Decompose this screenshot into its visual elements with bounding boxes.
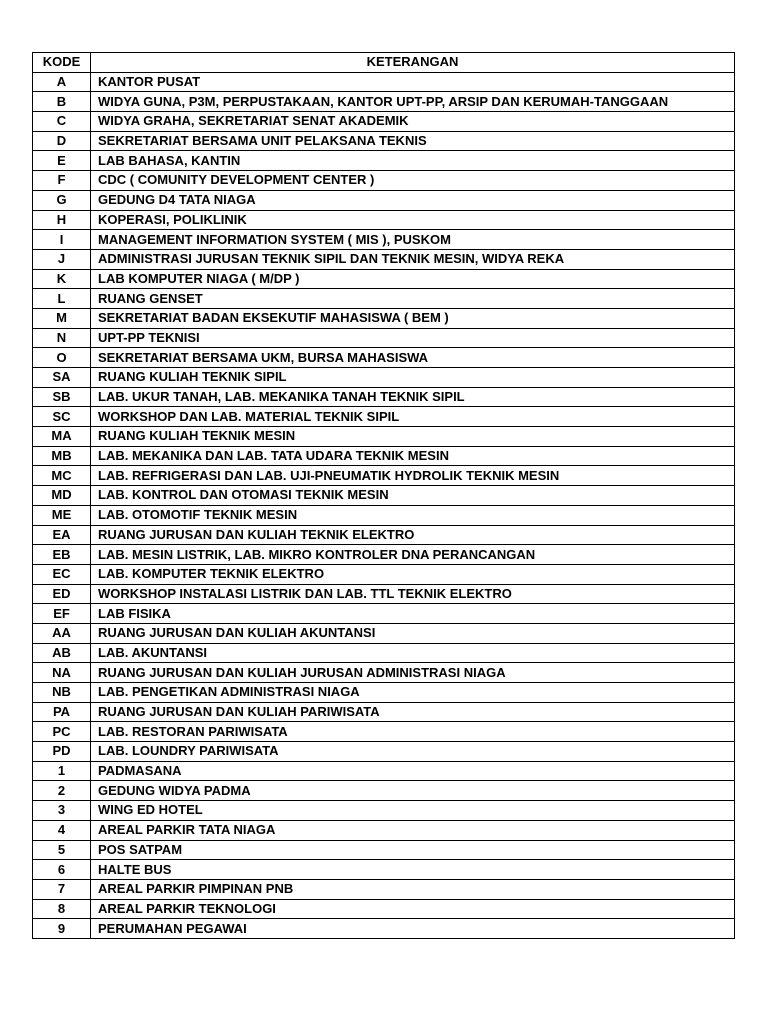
table-row: [33, 525, 735, 545]
cell-kode: MA: [33, 427, 91, 447]
table-row: [33, 820, 735, 840]
cell-kode: PC: [33, 722, 91, 742]
cell-kode: 3: [33, 801, 91, 821]
cell-keterangan: LAB. KONTROL DAN OTOMASI TEKNIK MESIN: [91, 486, 735, 506]
cell-kode: H: [33, 210, 91, 230]
cell-keterangan: GEDUNG D4 TATA NIAGA: [91, 190, 735, 210]
table-row: [33, 899, 735, 919]
table-row: [33, 348, 735, 368]
cell-keterangan: LAB. MESIN LISTRIK, LAB. MIKRO KONTROLER DNA PERANCANGAN: [91, 545, 735, 565]
table-row: [33, 72, 735, 92]
cell-keterangan: WORKSHOP INSTALASI LISTRIK DAN LAB. TTL TEKNIK ELEKTRO: [91, 584, 735, 604]
cell-kode: MD: [33, 486, 91, 506]
table-row: [33, 860, 735, 880]
cell-keterangan: LAB. RESTORAN PARIWISATA: [91, 722, 735, 742]
table-row: [33, 683, 735, 703]
table-body: [33, 72, 735, 938]
table-row: [33, 781, 735, 801]
cell-keterangan: ADMINISTRASI JURUSAN TEKNIK SIPIL DAN TEKNIK MESIN, WIDYA REKA: [91, 249, 735, 269]
cell-keterangan: LAB. AKUNTANSI: [91, 643, 735, 663]
table-row: [33, 92, 735, 112]
cell-kode: NB: [33, 683, 91, 703]
cell-keterangan: SEKRETARIAT BERSAMA UKM, BURSA MAHASISWA: [91, 348, 735, 368]
cell-kode: K: [33, 269, 91, 289]
cell-keterangan: WIDYA GRAHA, SEKRETARIAT SENAT AKADEMIK: [91, 112, 735, 132]
cell-keterangan: RUANG JURUSAN DAN KULIAH PARIWISATA: [91, 702, 735, 722]
table-row: [33, 643, 735, 663]
cell-keterangan: WING ED HOTEL: [91, 801, 735, 821]
cell-kode: 7: [33, 879, 91, 899]
table-row: [33, 840, 735, 860]
table-row: [33, 919, 735, 939]
cell-kode: SC: [33, 407, 91, 427]
cell-keterangan: LAB. PENGETIKAN ADMINISTRASI NIAGA: [91, 683, 735, 703]
cell-kode: MB: [33, 446, 91, 466]
table-row: [33, 446, 735, 466]
cell-keterangan: UPT-PP TEKNISI: [91, 328, 735, 348]
table-row: [33, 604, 735, 624]
cell-keterangan: CDC ( COMUNITY DEVELOPMENT CENTER ): [91, 171, 735, 191]
table-row: [33, 368, 735, 388]
table-row: [33, 761, 735, 781]
cell-kode: 5: [33, 840, 91, 860]
table-row: [33, 269, 735, 289]
table-row: [33, 702, 735, 722]
cell-kode: I: [33, 230, 91, 250]
cell-kode: O: [33, 348, 91, 368]
cell-keterangan: PERUMAHAN PEGAWAI: [91, 919, 735, 939]
cell-keterangan: KOPERASI, POLIKLINIK: [91, 210, 735, 230]
cell-kode: 8: [33, 899, 91, 919]
cell-keterangan: LAB KOMPUTER NIAGA ( M/DP ): [91, 269, 735, 289]
cell-kode: SA: [33, 368, 91, 388]
cell-kode: PD: [33, 742, 91, 762]
code-table: [32, 52, 735, 939]
cell-keterangan: LAB. UKUR TANAH, LAB. MEKANIKA TANAH TEKNIK SIPIL: [91, 387, 735, 407]
cell-keterangan: SEKRETARIAT BADAN EKSEKUTIF MAHASISWA ( BEM ): [91, 308, 735, 328]
cell-kode: C: [33, 112, 91, 132]
cell-kode: AA: [33, 623, 91, 643]
table-row: [33, 112, 735, 132]
cell-kode: ED: [33, 584, 91, 604]
cell-keterangan: RUANG KULIAH TEKNIK SIPIL: [91, 368, 735, 388]
cell-kode: 9: [33, 919, 91, 939]
cell-kode: 2: [33, 781, 91, 801]
cell-kode: EB: [33, 545, 91, 565]
cell-keterangan: POS SATPAM: [91, 840, 735, 860]
cell-keterangan: RUANG KULIAH TEKNIK MESIN: [91, 427, 735, 447]
cell-keterangan: LAB. KOMPUTER TEKNIK ELEKTRO: [91, 564, 735, 584]
cell-kode: EF: [33, 604, 91, 624]
cell-kode: G: [33, 190, 91, 210]
table-header-row: [33, 53, 735, 73]
table-row: [33, 505, 735, 525]
cell-keterangan: AREAL PARKIR PIMPINAN PNB: [91, 879, 735, 899]
cell-kode: N: [33, 328, 91, 348]
table-row: [33, 407, 735, 427]
table-row: [33, 663, 735, 683]
table-row: [33, 486, 735, 506]
table-row: [33, 623, 735, 643]
cell-keterangan: RUANG JURUSAN DAN KULIAH AKUNTANSI: [91, 623, 735, 643]
cell-keterangan: LAB BAHASA, KANTIN: [91, 151, 735, 171]
table-row: [33, 584, 735, 604]
table-row: [33, 171, 735, 191]
cell-kode: M: [33, 308, 91, 328]
table-row: [33, 230, 735, 250]
table-row: [33, 308, 735, 328]
cell-kode: SB: [33, 387, 91, 407]
table-row: [33, 210, 735, 230]
table-row: [33, 564, 735, 584]
cell-keterangan: AREAL PARKIR TATA NIAGA: [91, 820, 735, 840]
table-row: [33, 289, 735, 309]
cell-kode: AB: [33, 643, 91, 663]
cell-keterangan: GEDUNG WIDYA PADMA: [91, 781, 735, 801]
cell-kode: J: [33, 249, 91, 269]
header-kode: KODE: [33, 53, 91, 73]
table-row: [33, 131, 735, 151]
cell-kode: 6: [33, 860, 91, 880]
cell-kode: PA: [33, 702, 91, 722]
cell-kode: MC: [33, 466, 91, 486]
table-row: [33, 742, 735, 762]
table-row: [33, 545, 735, 565]
cell-kode: 4: [33, 820, 91, 840]
table-row: [33, 879, 735, 899]
cell-keterangan: RUANG GENSET: [91, 289, 735, 309]
cell-keterangan: LAB. LOUNDRY PARIWISATA: [91, 742, 735, 762]
cell-keterangan: LAB. MEKANIKA DAN LAB. TATA UDARA TEKNIK MESIN: [91, 446, 735, 466]
table-row: [33, 466, 735, 486]
cell-keterangan: MANAGEMENT INFORMATION SYSTEM ( MIS ), PUSKOM: [91, 230, 735, 250]
table-row: [33, 722, 735, 742]
cell-kode: A: [33, 72, 91, 92]
cell-kode: E: [33, 151, 91, 171]
cell-keterangan: RUANG JURUSAN DAN KULIAH JURUSAN ADMINISTRASI NIAGA: [91, 663, 735, 683]
table-row: [33, 801, 735, 821]
cell-keterangan: WIDYA GUNA, P3M, PERPUSTAKAAN, KANTOR UPT-PP, ARSIP DAN KERUMAH-TANGGAAN: [91, 92, 735, 112]
cell-keterangan: PADMASANA: [91, 761, 735, 781]
cell-keterangan: KANTOR PUSAT: [91, 72, 735, 92]
cell-kode: EC: [33, 564, 91, 584]
cell-keterangan: RUANG JURUSAN DAN KULIAH TEKNIK ELEKTRO: [91, 525, 735, 545]
cell-kode: D: [33, 131, 91, 151]
table-row: [33, 328, 735, 348]
cell-keterangan: LAB. REFRIGERASI DAN LAB. UJI-PNEUMATIK HYDROLIK TEKNIK MESIN: [91, 466, 735, 486]
cell-kode: EA: [33, 525, 91, 545]
cell-keterangan: HALTE BUS: [91, 860, 735, 880]
table-row: [33, 151, 735, 171]
table-row: [33, 190, 735, 210]
table-row: [33, 387, 735, 407]
cell-kode: 1: [33, 761, 91, 781]
cell-kode: F: [33, 171, 91, 191]
cell-keterangan: WORKSHOP DAN LAB. MATERIAL TEKNIK SIPIL: [91, 407, 735, 427]
table-row: [33, 249, 735, 269]
table-row: [33, 427, 735, 447]
cell-keterangan: LAB. OTOMOTIF TEKNIK MESIN: [91, 505, 735, 525]
cell-keterangan: AREAL PARKIR TEKNOLOGI: [91, 899, 735, 919]
cell-kode: ME: [33, 505, 91, 525]
cell-kode: B: [33, 92, 91, 112]
code-table-sheet: [32, 52, 734, 939]
cell-keterangan: LAB FISIKA: [91, 604, 735, 624]
cell-keterangan: SEKRETARIAT BERSAMA UNIT PELAKSANA TEKNIS: [91, 131, 735, 151]
cell-kode: L: [33, 289, 91, 309]
cell-kode: NA: [33, 663, 91, 683]
header-keterangan: KETERANGAN: [91, 53, 735, 73]
